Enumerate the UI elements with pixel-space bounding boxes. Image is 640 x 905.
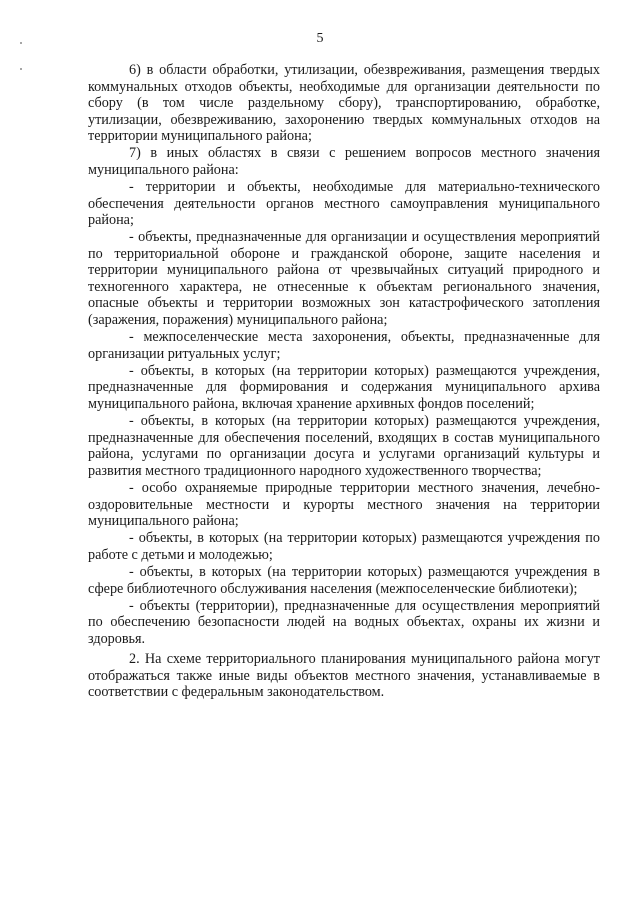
list-item-self-government: - территории и объекты, необходимые для материально-технического обеспечения деятельности органов местного самоуправления муниципального района; (88, 179, 600, 229)
list-item-burial-places: - межпоселенческие места захоронения, объекты, предназначенные для организации ритуальных услуг; (88, 329, 600, 362)
list-item-culture-leisure: - объекты, в которых (на территории которых) размещаются учреждения, предназначенные для обеспечения поселений, входящих в состав муниципального района, услугами по организации досуга и услугами организаций культуры и развития местного традиционного народного художественного творчества; (88, 413, 600, 479)
page-number: 5 (316, 31, 324, 46)
list-item-civil-defense: - объекты, предназначенные для организации и осуществления мероприятий по территориальной обороне и гражданской обороне, защите населения и территории муниципального района от чрезвычайных ситуаций природного и техногенного характера, не отнесенные к объектам регионального значения, опасные объекты и территории возможных зон катастрофического затопления (заражения, поражения) муниципального района; (88, 229, 600, 328)
paragraph-other-objects: 2. На схеме территориального планирования муниципального района могут отображаться также иные виды объектов местного значения, устанавливаемые в соответствии с федеральным законодательством. (88, 651, 600, 701)
list-item-libraries: - объекты, в которых (на территории которых) размещаются учреждения в сфере библиотечного обслуживания населения (межпоселенческие библиотеки); (88, 564, 600, 597)
scan-speck (20, 68, 22, 70)
list-item-water-safety: - объекты (территории), предназначенные для осуществления мероприятий по обеспечению безопасности людей на водных объектах, охраны их жизни и здоровья. (88, 597, 600, 647)
paragraph-other-areas: 7) в иных областях в связи с решением вопросов местного значения муниципального района: (88, 145, 600, 178)
paragraph-waste-management: 6) в области обработки, утилизации, обезвреживания, размещения твердых коммунальных отходов объекты, необходимые для организации деятельности по сбору (в том числе раздельному сбору), транспортированию, обработке, утилизации, обезвреживанию, захоронению твердых коммунальных отходов на территории муниципального района; (88, 62, 600, 144)
document-body (88, 62, 600, 702)
list-item-archive: - объекты, в которых (на территории которых) размещаются учреждения, предназначенные для формирования и содержания муниципального архива муниципального района, включая хранение архивных фондов поселений; (88, 362, 600, 412)
list-item-protected-areas: - особо охраняемые природные территории местного значения, лечебно-оздоровительные местности и курорты местного значения на территории муниципального района; (88, 480, 600, 530)
list-item-youth: - объекты, в которых (на территории которых) размещаются учреждения по работе с детьми и молодежью; (88, 530, 600, 563)
